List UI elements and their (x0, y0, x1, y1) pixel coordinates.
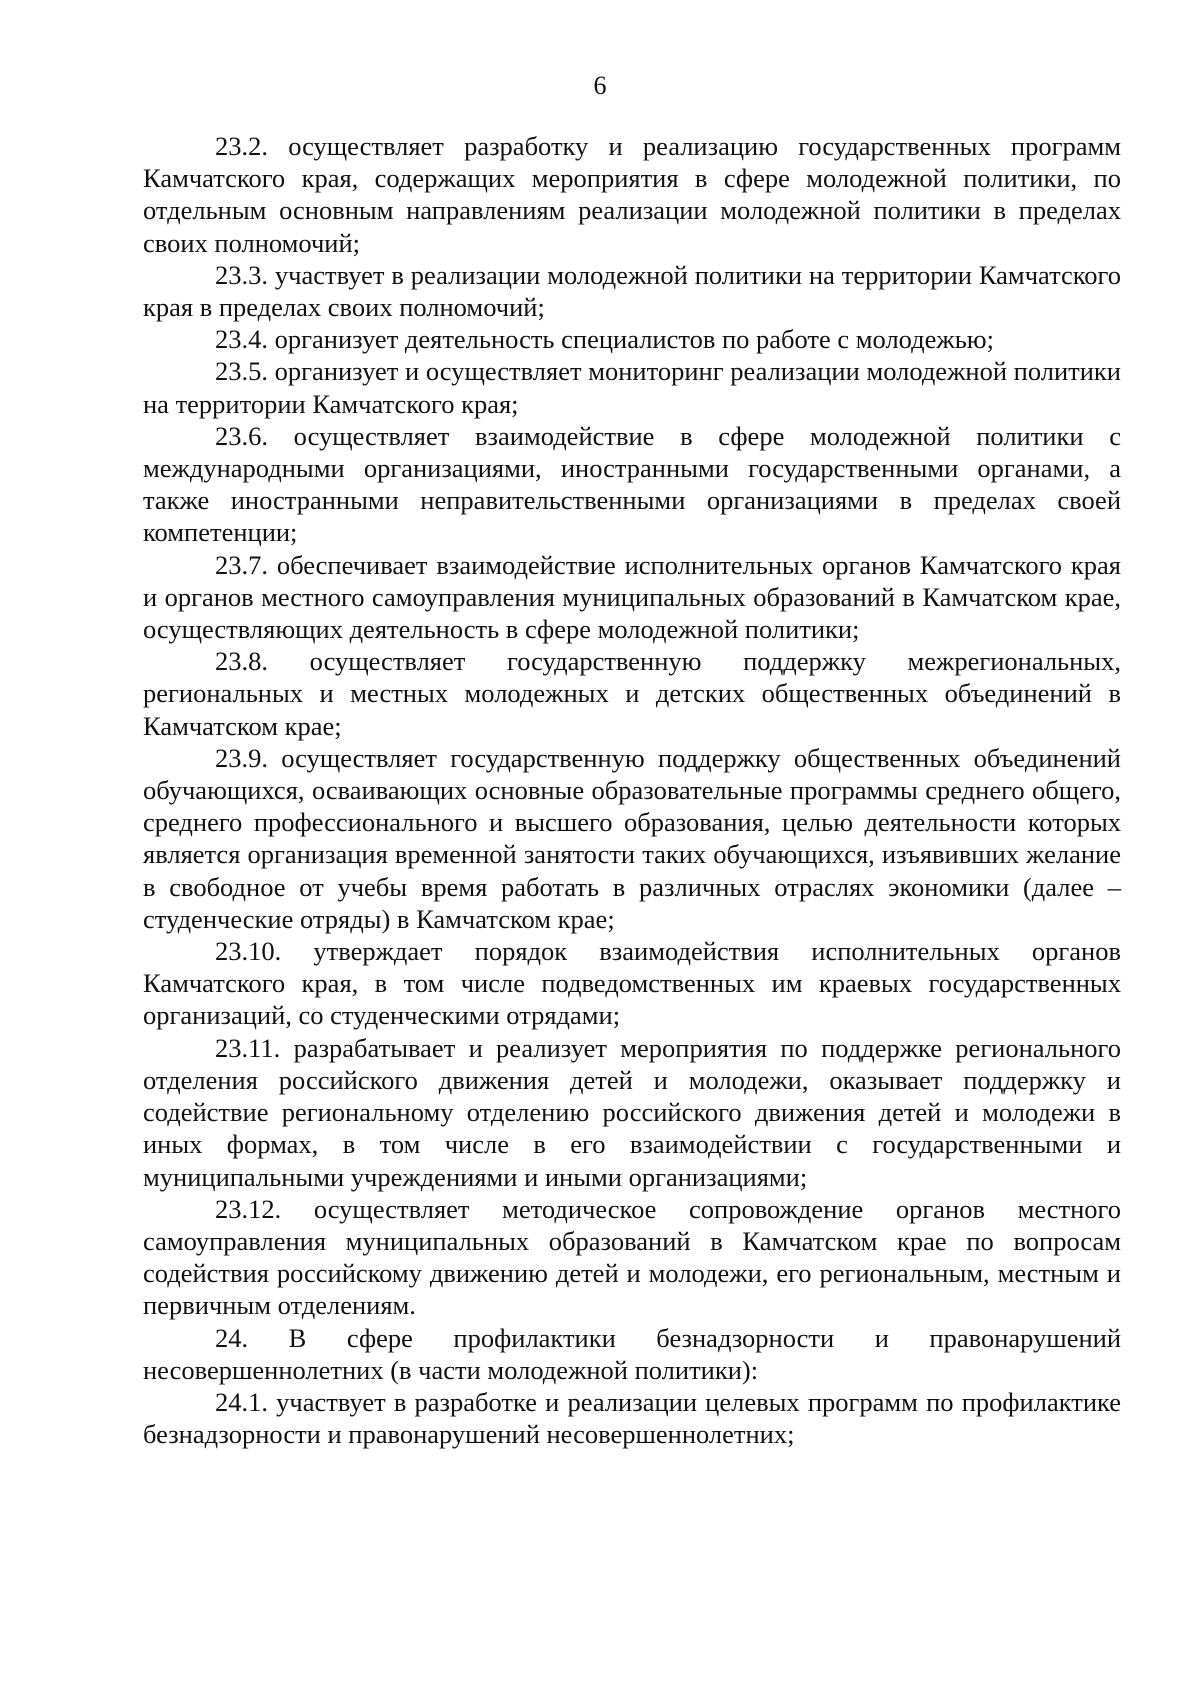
paragraph-24: 24. В сфере профилактики безнадзорности и правонарушений несовершеннолетних (в части молодежной политики): (143, 1322, 1121, 1385)
paragraph-23-7: 23.7. обеспечивает взаимодействие исполнительных органов Камчатского края и органов местного самоуправления муниципальных образований в Камчатском крае, осуществляющих деятельность в сфере молодежной политики; (143, 549, 1121, 645)
paragraph-23-2: 23.2. осуществляет разработку и реализацию государственных программ Камчатского края, содержащих мероприятия в сфере молодежной политики, по отдельным основным направлениям реализации молодежной политики в пределах своих полномочий; (143, 131, 1121, 258)
page-number: 6 (593, 71, 607, 100)
paragraph-23-3: 23.3. участвует в реализации молодежной политики на территории Камчатского края в пределах своих полномочий; (143, 259, 1121, 323)
paragraph-23-9: 23.9. осуществляет государственную поддержку общественных объединений обучающихся, осваивающих основные образовательные программы среднего общего, среднего профессионального и высшего образования, целью деятельности которых является организация временной занятости таких обучающихся, изъявивших желание в свободное от учебы время работать в различных отраслях экономики (далее – студенческие отряды) в Камчатском крае; (143, 742, 1121, 934)
paragraph-23-10: 23.10. утверждает порядок взаимодействия исполнительных органов Камчатского края, в том числе подведомственных им краевых государственных организаций, со студенческими отрядами; (143, 936, 1121, 1031)
paragraph-23-11: 23.11. разрабатывает и реализует мероприятия по поддержке регионального отделения российского движения детей и молодежи, оказывает поддержку и содействие региональному отделению российского движения детей и молодежи в иных формах, в том числе в его взаимодействии с государственными и муниципальными учреждениями и иными организациями; (143, 1032, 1121, 1192)
paragraph-23-8: 23.8. осуществляет государственную поддержку межрегиональных, региональных и местных молодежных и детских общественных объединений в Камчатском крае; (143, 646, 1121, 741)
paragraph-23-6: 23.6. осуществляет взаимодействие в сфере молодежной политики с международными организациями, иностранными государственными органами, а также иностранными неправительственными организациями в пределах своей компетенции; (143, 420, 1121, 548)
paragraph-23-4: 23.4. организует деятельность специалистов по работе с молодежью; (215, 324, 994, 355)
paragraph-24-1: 24.1. участвует в разработке и реализации целевых программ по профилактике безнадзорности и правонарушений несовершеннолетних; (143, 1386, 1121, 1450)
paragraph-23-12: 23.12. осуществляет методическое сопровождение органов местного самоуправления муниципальных образований в Камчатском крае по вопросам содействия российскому движению детей и молодежи, его региональным, местным и первичным отделениям. (143, 1193, 1121, 1321)
document-body (143, 130, 1121, 1450)
paragraph-23-5: 23.5. организует и осуществляет мониторинг реализации молодежной политики на территории Камчатского края; (143, 356, 1121, 419)
